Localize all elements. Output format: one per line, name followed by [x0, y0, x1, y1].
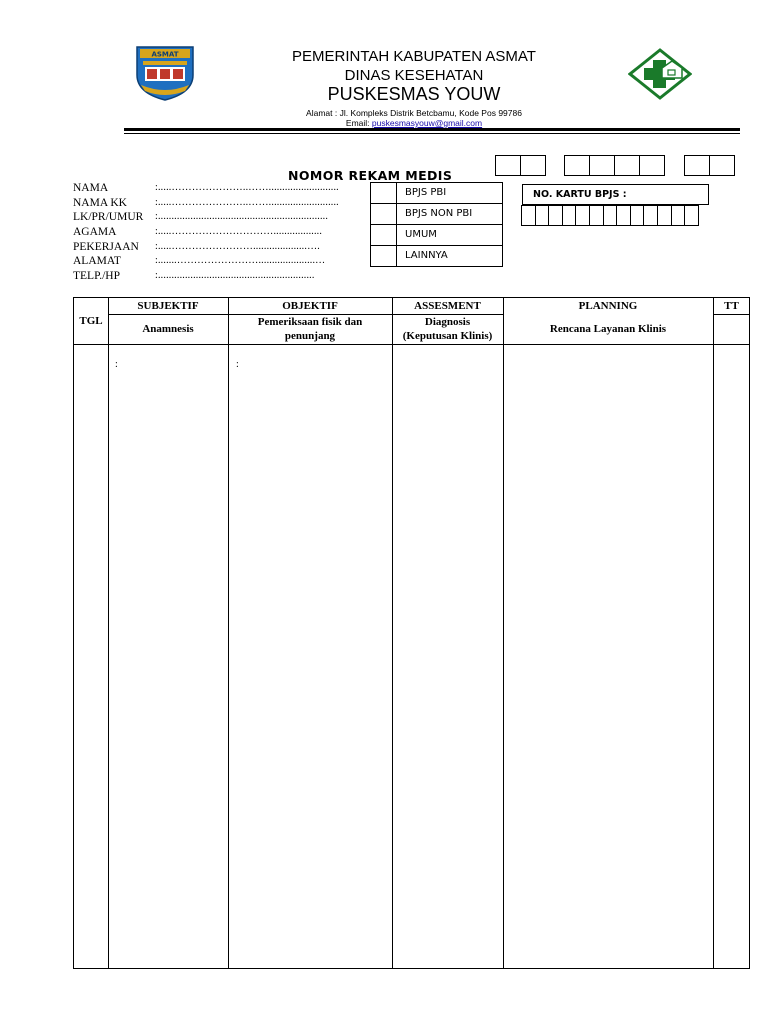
regency-emblem-logo [133, 45, 197, 101]
address-line: Alamat : Jl. Kompleks Distrik Betcbamu, Kode Pos 99786 [306, 108, 522, 118]
payment-checkbox[interactable] [371, 225, 397, 245]
bpjs-digit-cell[interactable] [562, 205, 577, 226]
field-label: ALAMAT [73, 255, 121, 268]
field-label: AGAMA [73, 226, 117, 239]
puskesmas-logo [628, 48, 692, 100]
col-header-objektif: OBJEKTIF [282, 300, 338, 312]
record-number-title: NOMOR REKAM MEDIS [288, 168, 453, 183]
bpjs-digit-cell[interactable] [671, 205, 686, 226]
field-label: NAMA [73, 182, 109, 194]
record-number-cell[interactable] [564, 155, 590, 176]
bpjs-digit-cell[interactable] [535, 205, 550, 226]
svg-text:ASMAT: ASMAT [151, 50, 179, 59]
field-input-line[interactable]: :.....…………………..…….......................... [155, 196, 339, 208]
puskesmas-name: PUSKESMAS YOUW [327, 84, 501, 104]
bpjs-digit-cell[interactable] [616, 205, 631, 226]
record-number-cell[interactable] [639, 155, 665, 176]
email-line [200, 118, 628, 128]
bpjs-digit-cell[interactable] [684, 205, 699, 226]
col-sub-pemeriksaan-2: penunjang [284, 330, 336, 342]
record-number-cell[interactable] [709, 155, 735, 176]
record-number-group-3[interactable] [685, 155, 735, 176]
government-heading: PEMERINTAH KABUPATEN ASMAT [292, 48, 536, 65]
bpjs-digit-cell[interactable] [603, 205, 618, 226]
identity-row-pekerjaan [73, 240, 320, 255]
field-label: PEKERJAAN [73, 240, 139, 253]
record-number-group-2[interactable] [565, 155, 665, 176]
payment-checkbox[interactable] [371, 246, 397, 266]
header-subdivider [713, 314, 750, 315]
col-header-subjektif: SUBJEKTIF [137, 300, 199, 312]
col-sub-diagnosis-1: Diagnosis [424, 316, 471, 328]
column-divider [228, 298, 229, 968]
record-number-cell[interactable] [684, 155, 710, 176]
payment-options [370, 183, 503, 267]
soap-table [73, 297, 750, 969]
header-rule-thick [124, 128, 740, 131]
col-header-planning: PLANNING [578, 300, 638, 312]
col-header-assesment: ASSESMENT [414, 300, 481, 312]
department-heading: DINAS KESEHATAN [344, 67, 484, 84]
payment-option-label: LAINNYA [405, 250, 448, 261]
bpjs-digit-cell[interactable] [643, 205, 658, 226]
field-input-line[interactable]: :.....……………………....................…. [155, 240, 320, 252]
col-header-tgl: TGL [79, 315, 103, 327]
header-bottom-line [74, 344, 749, 345]
bpjs-digit-cell[interactable] [521, 205, 536, 226]
payment-checkbox[interactable] [371, 183, 397, 203]
identity-row-agama [73, 225, 323, 240]
column-divider [108, 298, 109, 968]
payment-option-label: BPJS NON PBI [405, 208, 473, 219]
field-input-line[interactable]: :.......…………………….....................… [155, 255, 326, 267]
column-divider [392, 298, 393, 968]
payment-checkbox[interactable] [371, 204, 397, 224]
payment-option-bpjs-non-pbi[interactable] [370, 203, 503, 225]
email-link[interactable]: puskesmasyouw@gmail.com [371, 118, 483, 128]
identity-row-nama-kk [73, 196, 339, 211]
record-number-group-1[interactable] [496, 155, 546, 176]
payment-option-lainnya[interactable] [370, 245, 503, 267]
record-number-cell[interactable] [520, 155, 546, 176]
bpjs-digit-cell[interactable] [548, 205, 563, 226]
payment-option-umum[interactable] [370, 224, 503, 246]
field-input-line[interactable]: :.....…………………..…….......................... [155, 182, 339, 193]
email-label: Email: [345, 118, 372, 128]
record-number-cell[interactable] [495, 155, 521, 176]
col-sub-pemeriksaan-1: Pemeriksaan fisik dan [257, 316, 363, 328]
bpjs-digit-cell[interactable] [630, 205, 645, 226]
col-sub-anamnesis: Anamnesis [142, 323, 194, 335]
payment-option-bpjs-pbi[interactable] [370, 182, 503, 204]
col-sub-diagnosis-2: (Keputusan Klinis) [402, 330, 493, 342]
record-number-cell[interactable] [589, 155, 615, 176]
field-label: NAMA KK [73, 196, 127, 209]
patient-identity-block [73, 181, 339, 284]
bpjs-digit-cell[interactable] [575, 205, 590, 226]
field-label: TELP./HP [73, 270, 120, 283]
header-rule-thin [124, 133, 740, 134]
column-divider [713, 298, 714, 968]
identity-row-nama [73, 181, 339, 196]
regency-emblem-icon [133, 45, 197, 101]
col-sub-rencana: Rencana Layanan Klinis [549, 323, 667, 335]
field-label: LK/PR/UMUR [73, 211, 144, 224]
objektif-entry-marker: : [236, 359, 239, 370]
bpjs-digit-cell[interactable] [657, 205, 672, 226]
payment-option-label: BPJS PBI [405, 187, 447, 198]
bpjs-card-label: NO. KARTU BPJS : [522, 184, 709, 205]
identity-row-alamat [73, 254, 326, 269]
field-input-line[interactable]: :............................................................... [155, 211, 329, 223]
health-cross-house-icon [628, 48, 692, 100]
record-number-cell[interactable] [614, 155, 640, 176]
bpjs-digit-cell[interactable] [589, 205, 604, 226]
subjektif-entry-marker: : [115, 359, 118, 370]
field-input-line[interactable]: :.....………………………….................. [155, 226, 323, 238]
identity-row-lk-pr-umur [73, 210, 329, 225]
field-input-line[interactable]: :.......................................................... [155, 270, 315, 282]
identity-row-telp [73, 269, 315, 284]
column-divider [503, 298, 504, 968]
bpjs-card-number[interactable] [522, 205, 699, 226]
payment-option-label: UMUM [405, 229, 437, 240]
col-header-tt: TT [724, 300, 739, 312]
